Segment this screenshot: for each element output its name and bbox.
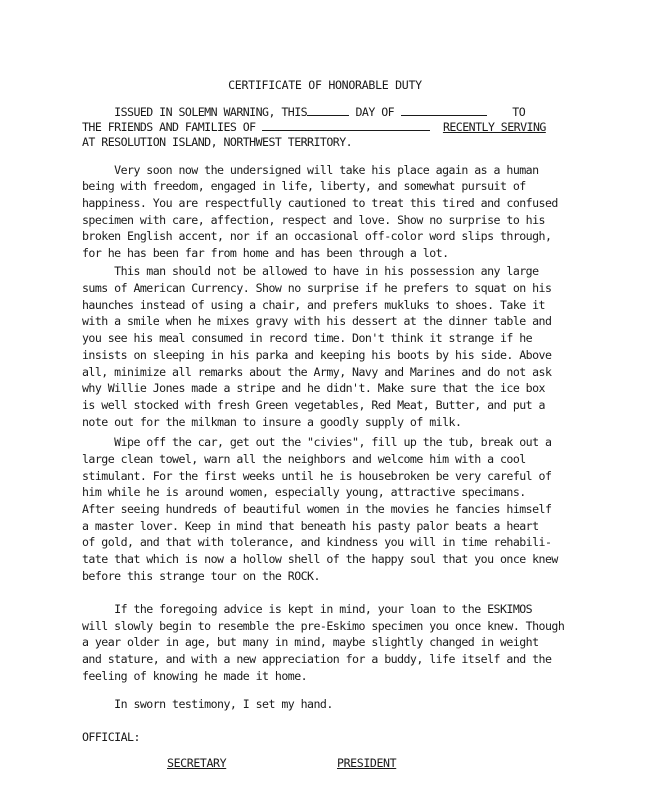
text-line: why Willie Jones made a stripe and he didn't. Make sure that the ice box: [82, 381, 545, 395]
text-line: will slowly begin to resemble the pre-Eskimo specimen you once knew. Though: [82, 619, 565, 633]
text-line: broken English accent, nor if an occasional off-color word slips through,: [82, 229, 552, 243]
text-line: feeling of knowing he made it home.: [82, 669, 308, 683]
text-line: for he has been far from home and has been through a lot.: [82, 246, 449, 260]
location-text: AT RESOLUTION ISLAND, NORTHWEST TERRITORY.: [82, 135, 353, 149]
text-line: sums of American Currency. Show no surprise if he prefers to squat on his: [82, 281, 552, 295]
month-blank: [401, 104, 487, 116]
document-title: CERTIFICATE OF HONORABLE DUTY: [228, 78, 422, 92]
official-label: OFFICIAL:: [82, 730, 140, 744]
day-blank: [307, 104, 349, 116]
text-line: all, minimize all remarks about the Army, Navy and Marines and do not ask: [82, 365, 552, 379]
text-line: note out for the milkman to insure a goodly supply of milk.: [82, 415, 462, 429]
text-line: This man should not be allowed to have in his possession any large: [82, 264, 539, 278]
text-line: him while he is around women, especially young, attractive specimans.: [82, 485, 526, 499]
text-line: stimulant. For the first weeks until he is housebroken be very careful of: [82, 469, 552, 483]
president-signature-label: PRESIDENT: [337, 756, 397, 770]
recently-serving-label: RECENTLY SERVING: [442, 120, 546, 134]
header-location-line: [82, 134, 352, 151]
text-line: of gold, and that with tolerance, and kindness you will in time rehabili-: [82, 535, 552, 549]
text-line: specimen with care, affection, respect and love. Show no surprise to his: [82, 213, 545, 227]
text-line: a master lover. Keep in mind that beneath his pasty palor beats a heart: [82, 519, 539, 533]
text-line: being with freedom, engaged in life, liberty, and somewhat pursuit of: [82, 179, 526, 193]
to-label: TO: [512, 105, 526, 119]
text-line: is well stocked with fresh Green vegetables, Red Meat, Butter, and put a: [82, 398, 545, 412]
day-of-label: DAY OF: [355, 105, 395, 119]
text-line: insists on sleeping in his parka and keeping his boots by his side. Above: [82, 348, 552, 362]
text-line: and stature, and with a new appreciation for a buddy, life itself and the: [82, 652, 552, 666]
text-line: Very soon now the undersigned will take his place again as a human: [82, 163, 539, 177]
text-line: haunches instead of using a chair, and prefers mukluks to shoes. Take it: [82, 298, 545, 312]
text-line: you see his meal consumed in record time. Don't think it strange if he: [82, 331, 533, 345]
issued-prefix: ISSUED IN SOLEMN WARNING, THIS: [114, 105, 308, 119]
name-blank: [262, 119, 430, 131]
text-line: If the foregoing advice is kept in mind, your loan to the ESKIMOS: [82, 602, 533, 616]
secretary-signature-label: SECRETARY: [167, 756, 227, 770]
text-line: In sworn testimony, I set my hand.: [82, 697, 333, 711]
text-line: large clean towel, warn all the neighbors and welcome him with a cool: [82, 452, 526, 466]
text-line: with a smile when he mixes gravy with his dessert at the dinner table and: [82, 314, 552, 328]
text-line: a year older in age, but many in mind, maybe slightly changed in weight: [82, 635, 539, 649]
text-line: After seeing hundreds of beautiful women in the movies he fancies himself: [82, 502, 552, 516]
text-line: happiness. You are respectfully cautioned to treat this tired and confused: [82, 196, 558, 210]
friends-prefix: THE FRIENDS AND FAMILIES OF: [82, 120, 256, 134]
text-line: Wipe off the car, get out the "civies", fill up the tub, break out a: [82, 435, 552, 449]
text-line: before this strange tour on the ROCK.: [82, 569, 320, 583]
text-line: tate that which is now a hollow shell of the happy soul that you once knew: [82, 552, 558, 566]
